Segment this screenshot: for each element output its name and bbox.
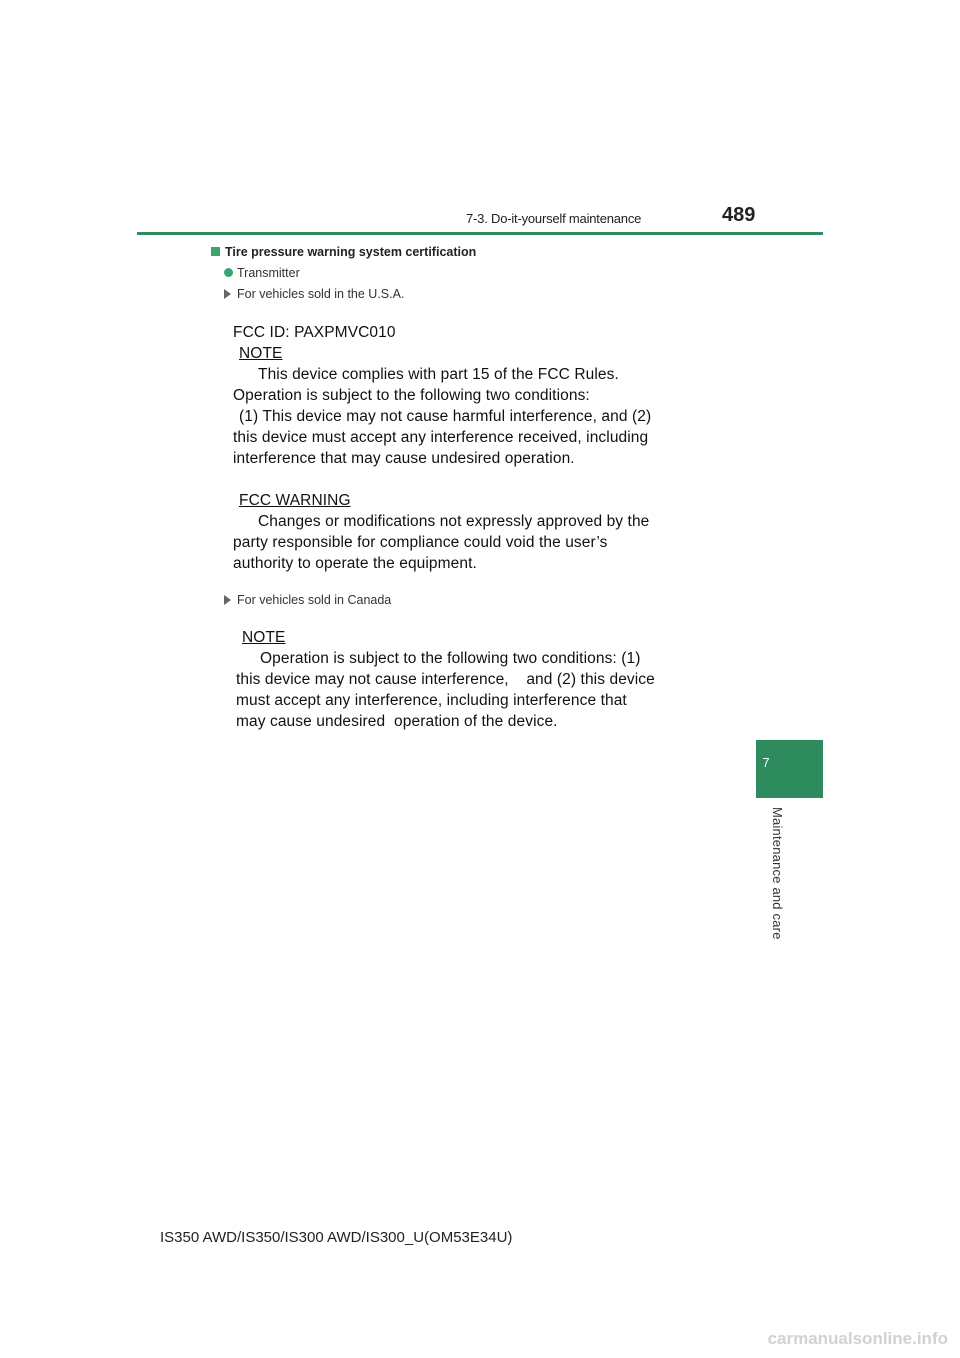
canada-note-title: NOTE <box>242 629 286 646</box>
watermark: carmanualsonline.info <box>767 1329 948 1348</box>
canada-note-line: Operation is subject to the following two conditions: (1) <box>260 650 641 667</box>
canada-note-line: must accept any interference, including interference that <box>236 692 627 709</box>
header-section-title: 7-3. Do-it-yourself maintenance <box>466 211 642 226</box>
canada-label <box>236 627 655 732</box>
canada-caption-text: For vehicles sold in Canada <box>237 593 392 607</box>
chapter-side-label: Maintenance and care <box>770 807 785 940</box>
fcc-warning-title: FCC WARNING <box>239 492 351 509</box>
section-heading-text: Tire pressure warning system certification <box>225 245 477 259</box>
usa-caption <box>224 287 404 301</box>
page-number: 489 <box>722 204 756 226</box>
usa-note-title: NOTE <box>239 345 283 362</box>
chapter-tab <box>756 740 823 798</box>
usa-caption-text: For vehicles sold in the U.S.A. <box>237 287 405 301</box>
chapter-number: 7 <box>762 755 770 770</box>
section-heading <box>211 245 476 259</box>
triangle-right-icon <box>224 289 231 299</box>
bullet-item-text: Transmitter <box>237 266 300 280</box>
usa-note-line: (1) This device may not cause harmful interference, and (2) <box>239 408 652 425</box>
canada-note-line: this device may not cause interference, and (2) this device <box>236 671 655 688</box>
usa-note-line: Operation is subject to the following two conditions: <box>233 387 590 404</box>
triangle-right-icon <box>224 595 231 605</box>
usa-fcc-label <box>233 322 651 574</box>
footer-model: IS350 AWD/IS350/IS300 AWD/IS300_U(OM53E34U) <box>160 1229 513 1246</box>
usa-note-line: This device complies with part 15 of the FCC Rules. <box>258 366 619 383</box>
circle-bullet-icon <box>224 268 233 277</box>
square-bullet-icon <box>211 247 220 256</box>
fcc-id: FCC ID: PAXPMVC010 <box>233 324 396 341</box>
canada-note-line: may cause undesired operation of the device. <box>236 713 558 730</box>
header-rule <box>137 232 823 235</box>
usa-note-line: interference that may cause undesired operation. <box>233 450 575 467</box>
fcc-warning-line: authority to operate the equipment. <box>233 555 477 572</box>
fcc-warning-line: party responsible for compliance could void the user’s <box>233 534 608 551</box>
bullet-item <box>224 266 300 280</box>
canada-caption <box>224 593 391 607</box>
fcc-warning-line: Changes or modifications not expressly approved by the <box>258 513 650 530</box>
usa-note-line: this device must accept any interference received, including <box>233 429 649 446</box>
